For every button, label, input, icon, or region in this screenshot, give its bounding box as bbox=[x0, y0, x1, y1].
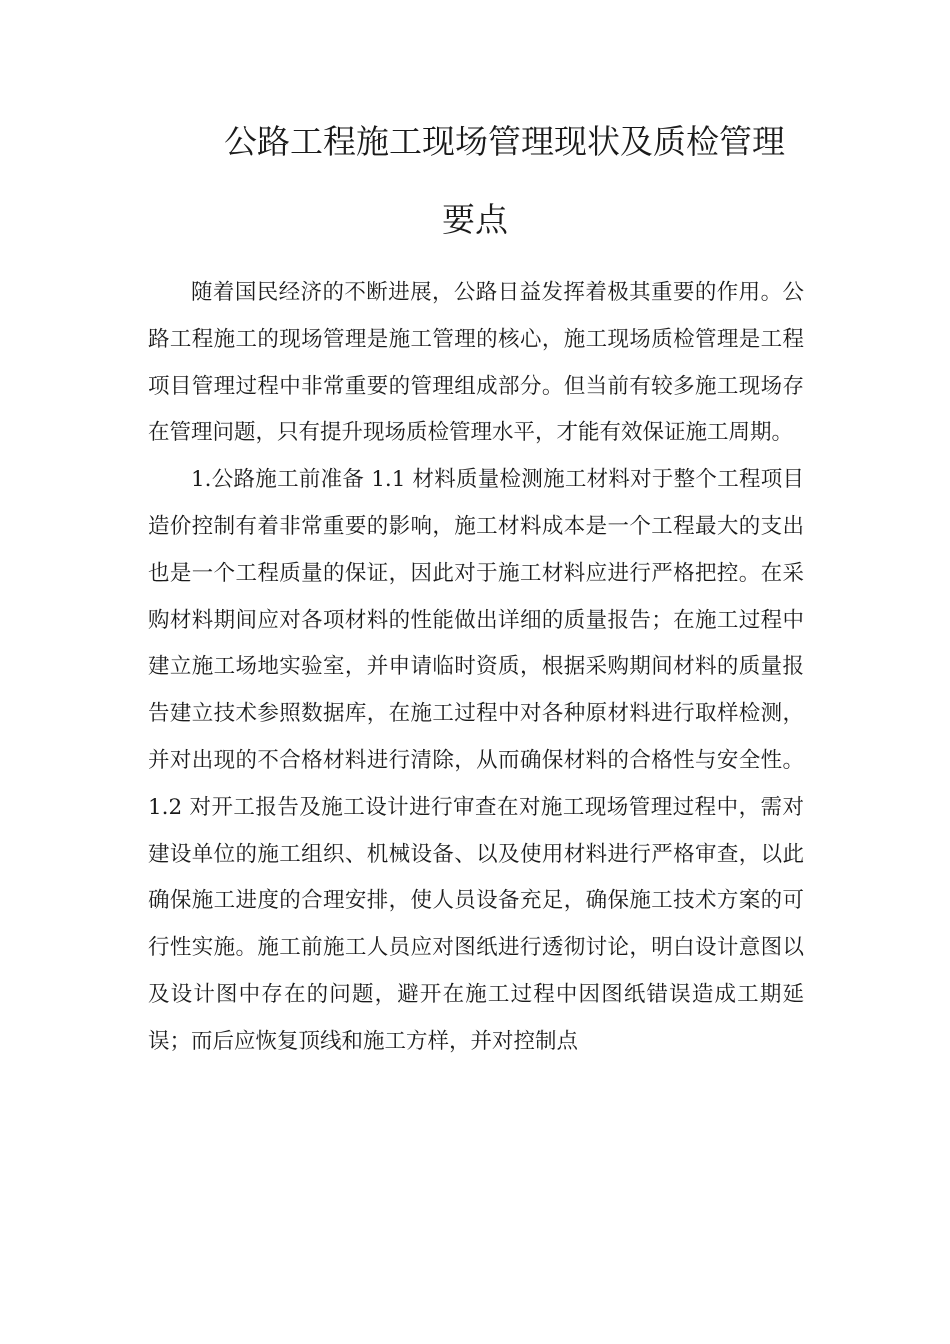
document-title-line-1: 公路工程施工现场管理现状及质检管理 bbox=[224, 122, 785, 161]
paragraph-section-1: 1.公路施工前准备 1.1 材料质量检测施工材料对于整个工程项目造价控制有着非常重要的影响，施工材料成本是一个工程最大的支出也是一个工程质量的保证，因此对于施工材料应进行严格把控。在采购材料期间应对各项材料的性能做出详细的质量报告；在施工过程中建立施工场地实验室，并申请临时资质，根据采购期间材料的质量报告建立技术参照数据库，在施工过程中对各种原材料进行取样检测，并对出现的不合格材料进行清除，从而确保材料的合格性与安全性。1.2 对开工报告及施工设计进行审查在对施工现场管理过程中，需对建设单位的施工组织、机械设备、以及使用材料进行严格审查，以此确保施工进度的合理安排，使人员设备充足，确保施工技术方案的可行性实施。施工前施工人员应对图纸进行透彻讨论，明白设计意图以及设计图中存在的问题，避开在施工过程中因图纸错误造成工期延误；而后应恢复顶线和施工方样，并对控制点 bbox=[148, 467, 804, 1054]
document-title-line-2: 要点 bbox=[442, 200, 508, 239]
paragraph-intro: 随着国民经济的不断进展，公路日益发挥着极其重要的作用。公路工程施工的现场管理是施工管理的核心，施工现场质检管理是工程项目管理过程中非常重要的管理组成部分。但当前有较多施工现场存在管理问题，只有提升现场质检管理水平，才能有效保证施工周期。 bbox=[148, 280, 804, 446]
document-body bbox=[148, 270, 804, 1066]
